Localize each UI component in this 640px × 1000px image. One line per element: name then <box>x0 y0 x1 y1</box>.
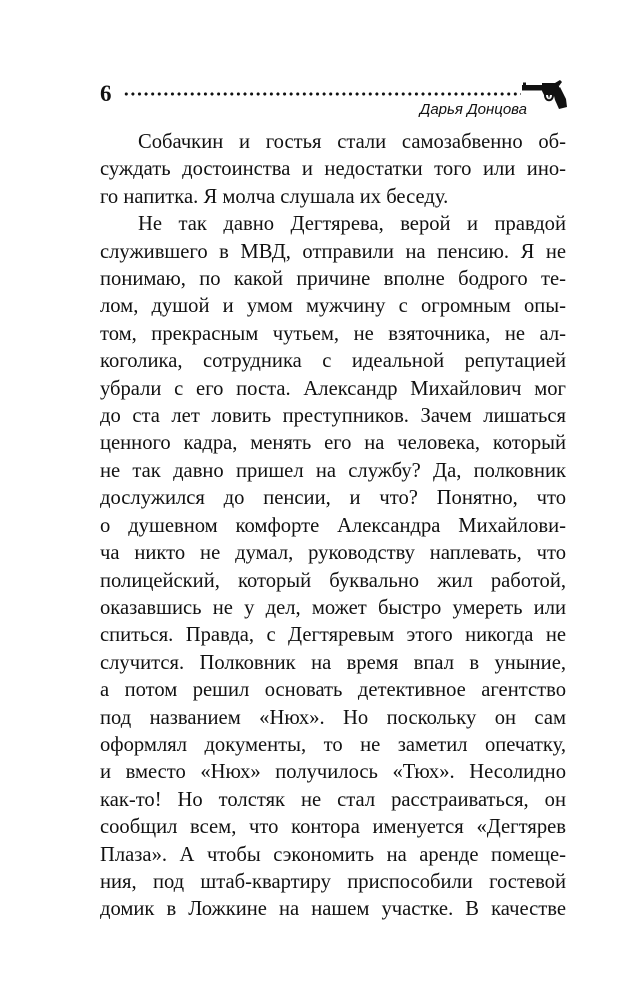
text-line: лом, душой и умом мужчину с огромным опы- <box>100 295 566 318</box>
text-line: до ста лет ловить преступников. Зачем лишаться <box>100 405 566 428</box>
dotted-rule <box>123 92 521 96</box>
text-line: служившего в МВД, отправили на пенсию. Я не <box>100 240 566 263</box>
book-text <box>100 129 566 924</box>
text-line: Плаза». А чтобы сэкономить на аренде помеще- <box>100 843 566 866</box>
text-line: домик в Ложкине на нашем участке. В качестве <box>100 898 566 921</box>
revolver-icon <box>522 80 568 110</box>
text-line: убрали с его поста. Александр Михайлович мог <box>100 377 566 400</box>
text-line: а потом решил основать детективное агентство <box>100 679 566 702</box>
running-header <box>0 0 640 130</box>
text-line: понимаю, по какой причине вполне бодрого те- <box>100 268 566 291</box>
paragraph <box>100 129 566 211</box>
page-number: 6 <box>100 81 112 106</box>
text-line: сообщил всем, что контора именуется «Дегтярев <box>100 816 566 839</box>
text-line: оказавшись не у дел, может быстро умереть или <box>100 596 566 619</box>
text-line: как-то! Но толстяк не стал расстраиваться, он <box>100 788 566 811</box>
paragraph <box>100 211 566 924</box>
text-line: суждать достоинства и недостатки того или ино- <box>100 158 566 181</box>
text-line: том, прекрасным чутьем, не взяточника, не ал- <box>100 322 566 345</box>
text-line: дослужился до пенсии, и что? Понятно, что <box>100 487 566 510</box>
text-line: коголика, сотрудника с идеальной репутацией <box>100 350 566 373</box>
text-line: не так давно пришел на службу? Да, полковник <box>100 459 566 482</box>
text-line: ния, под штаб-квартиру приспособили гостевой <box>100 870 566 893</box>
text-line: ценного кадра, менять его на человека, который <box>100 432 566 455</box>
text-line: ча никто не думал, руководству наплевать, что <box>100 542 566 565</box>
text-line: го напитка. Я молча слушала их беседу. <box>100 185 449 208</box>
text-line: спиться. Правда, с Дегтяревым этого никогда не <box>100 624 566 647</box>
text-line: полицейский, который буквально жил работой, <box>100 569 566 592</box>
text-line: под названием «Нюх». Но поскольку он сам <box>100 706 566 729</box>
running-head-author: Дарья Донцова <box>419 101 527 118</box>
text-line: случится. Полковник на время впал в уныние, <box>100 651 566 674</box>
text-line: о душевном комфорте Александра Михайлови- <box>100 514 566 537</box>
text-line: Не так давно Дегтярева, верой и правдой <box>138 213 566 236</box>
text-line: оформлял документы, то не заметил опечатку, <box>100 733 566 756</box>
text-line: Собачкин и гостья стали самозабвенно об- <box>138 131 566 153</box>
text-line: и вместо «Нюх» получилось «Тюх». Несолидно <box>100 761 566 784</box>
